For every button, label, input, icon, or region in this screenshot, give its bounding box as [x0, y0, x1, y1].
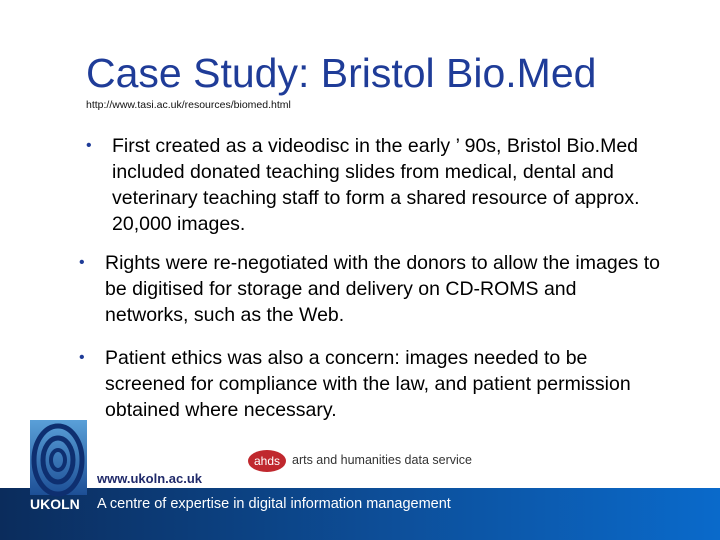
ahds-logo [248, 445, 498, 475]
bullet-icon: • [86, 137, 92, 154]
ukoln-logo-icon [30, 420, 87, 530]
bullet-item [79, 345, 665, 423]
resource-url: http://www.tasi.ac.uk/resources/biomed.html [86, 99, 291, 111]
footer-tagline: A centre of expertise in digital information management [97, 496, 451, 512]
bullet-text: First created as a videodisc in the early ’ 90s, Bristol Bio.Med included donated teaching slides from medical, dental and veterinary teaching staff to form a shared resource of approx. 20,000 images. [112, 135, 640, 235]
slide-title: Case Study: Bristol Bio.Med [86, 50, 597, 96]
bullet-icon: • [79, 254, 85, 271]
bullet-text: Patient ethics was also a concern: images needed to be screened for compliance with the law, and patient permission obtained where necessary. [105, 347, 631, 421]
bullet-text: Rights were re-negotiated with the donors to allow the images to be digitised for storage and delivery on CD-ROMS and networks, such as the Web. [105, 252, 660, 326]
bullet-item [86, 133, 672, 237]
site-link[interactable]: www.ukoln.ac.uk [97, 471, 202, 486]
bullet-item [79, 250, 665, 328]
bullet-icon: • [79, 349, 85, 366]
ahds-text: arts and humanities data service [292, 453, 472, 467]
ahds-badge: ahds [248, 450, 286, 472]
ukoln-logo-text: UKOLN [30, 496, 80, 512]
